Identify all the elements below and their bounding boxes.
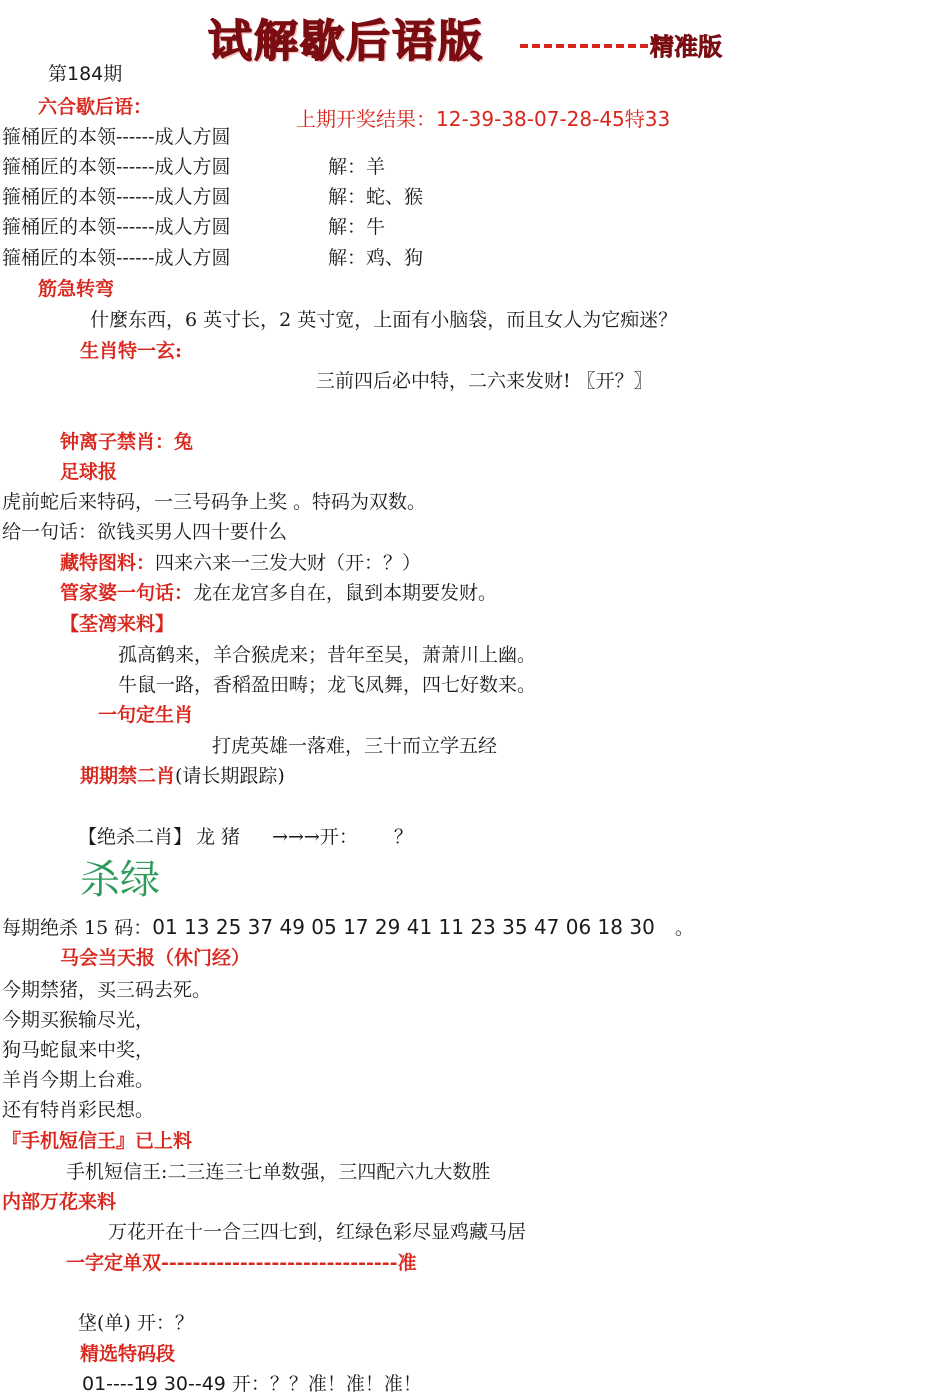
- liuhe-answer: 解：鸡、狗: [328, 247, 424, 269]
- jueshai-result: ？: [393, 826, 413, 848]
- mahui-line: 羊肖今期上台难。: [2, 1069, 155, 1091]
- quanwan-line: 牛鼠一路，香稻盈田畴；龙飞凤舞，四七好数来。: [118, 674, 537, 696]
- cangte-row: [60, 551, 421, 575]
- zuqiu-text: 虎前蛇后来特码，一三号码争上奖 。特码为双数。: [2, 491, 427, 513]
- mahui-line: 今期禁猪，买三码去死。: [2, 979, 212, 1001]
- jueshai-row: [78, 825, 413, 849]
- wanhua-heading: 内部万花来料: [2, 1191, 117, 1213]
- qiqijin-heading: 期期禁二肖: [80, 765, 176, 787]
- shouji-heading: 『手机短信王』已上料: [2, 1130, 193, 1152]
- title-dash-divider: [520, 44, 648, 48]
- yiju-heading: 一句定生肖: [98, 704, 194, 726]
- yizi-text: 一字定单双------------------------------准: [66, 1252, 417, 1274]
- cangte-text: 四来六来一三发大财（开：？）: [155, 552, 422, 574]
- mahui-line: 狗马蛇鼠来中奖，: [2, 1039, 155, 1061]
- meiqi-numbers: 01 13 25 37 49 05 17 29 41 11 23 35 47 06 18 30: [152, 915, 655, 939]
- shengxiao-heading: 生肖特一玄:: [80, 340, 183, 362]
- liuhe-answer: 解：牛: [328, 216, 386, 238]
- zuqiu-heading: 足球报: [60, 461, 118, 483]
- mahui-heading: 马会当天报（休门经）: [60, 947, 251, 969]
- jueshai-animals: 龙 猪: [196, 826, 241, 848]
- jueshai-arrows: →→→开：: [272, 826, 358, 848]
- mahui-line: 今期买猴输尽光，: [2, 1009, 155, 1031]
- page-subtitle: 精准版: [650, 33, 722, 61]
- wanhua-text: 万花开在十一合三四七到，红绿色彩尽显鸡藏马居: [108, 1221, 527, 1243]
- qiqijin-suffix: (请长期跟踪): [175, 765, 285, 787]
- yijuhua-text: 给一句话：欲钱买男人四十要什么: [2, 521, 288, 543]
- jueshai-bracket: 【绝杀二肖】: [78, 826, 193, 848]
- jinji-text: 什麼东西，6 英寸长，2 英寸宽，上面有小脑袋，而且女人为它痴迷？: [90, 309, 678, 331]
- danshuang-text: 垡(单) 开：？: [78, 1312, 194, 1334]
- liuhe-answer: 解：羊: [328, 156, 386, 178]
- guanjiapo-text: 龙在龙宫多自在，鼠到本期要发财。: [193, 582, 498, 604]
- sha-green-text: 杀绿: [80, 857, 160, 903]
- liuhe-line: 箍桶匠的本领------成人方圆: [2, 126, 231, 148]
- liuhe-line: 箍桶匠的本领------成人方圆: [2, 156, 231, 178]
- liuhe-line: 箍桶匠的本领------成人方圆: [2, 216, 231, 238]
- shengxiao-text: 三前四后必中特，二六来发财! 〖开？〗: [316, 370, 653, 392]
- guanjiapo-label: 管家婆一句话：: [60, 582, 194, 604]
- meiqi-label: 每期绝杀 15 码：: [2, 917, 153, 939]
- jingxuan-heading: 精选特码段: [80, 1343, 176, 1365]
- shouji-text: 手机短信王:二三连三七单数强，三四配六九大数胜: [66, 1161, 491, 1183]
- cangte-label: 藏特图料：: [60, 552, 156, 574]
- page-title: 试解歇后语版: [208, 16, 484, 67]
- zhongli-text: 钟离子禁肖：兔: [60, 431, 194, 453]
- issue-number: 第184期: [48, 63, 123, 85]
- qiqijin-row: [80, 764, 285, 788]
- quanwan-heading: 【荃湾来料】: [60, 613, 175, 635]
- mahui-line: 还有特肖彩民想。: [2, 1099, 155, 1121]
- liuhe-answer: 解：蛇、猴: [328, 186, 424, 208]
- quanwan-line: 孤高鹤来，羊合猴虎来；昔年至吴，萧萧川上幽。: [118, 644, 537, 666]
- jingxuan-text: 01----19 30--49 开：？？准！准！准！: [82, 1373, 422, 1395]
- meiqi-end: 。: [674, 917, 694, 939]
- last-result: 上期开奖结果：12-39-38-07-28-45特33: [296, 107, 671, 131]
- meiqi-row: [2, 915, 694, 940]
- jinji-heading: 筋急转弯: [38, 278, 115, 300]
- yiju-text: 打虎英雄一落难，三十而立学五经: [212, 735, 498, 757]
- liuhe-line: 箍桶匠的本领------成人方圆: [2, 186, 231, 208]
- liuhe-heading: 六合歇后语：: [38, 96, 153, 118]
- guanjiapo-row: [60, 581, 497, 605]
- liuhe-line: 箍桶匠的本领------成人方圆: [2, 247, 231, 269]
